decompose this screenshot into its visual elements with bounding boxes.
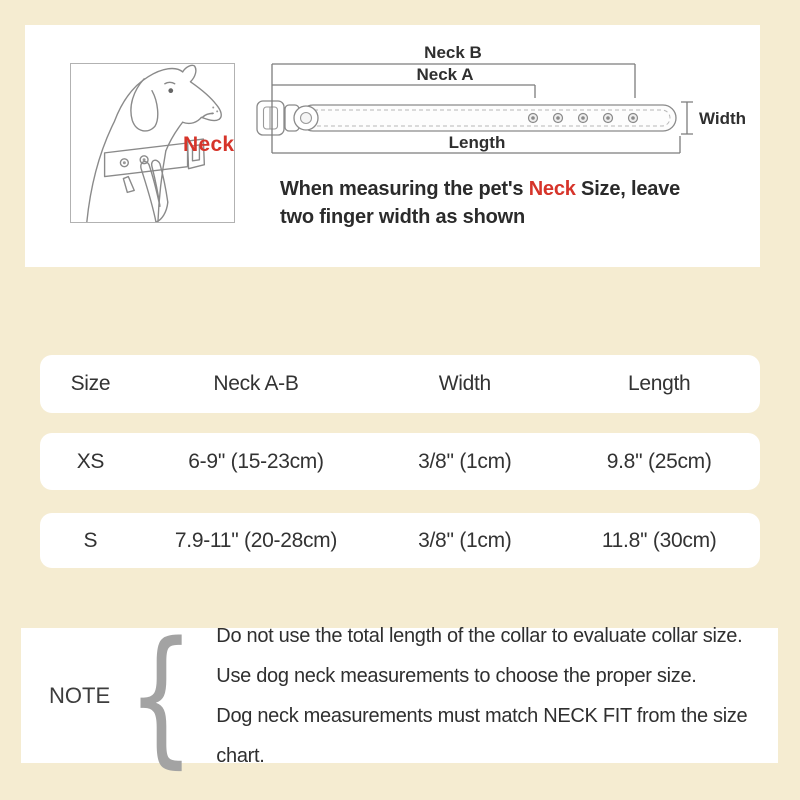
header-width: Width xyxy=(438,372,491,395)
measuring-instructions-line1 xyxy=(280,175,740,203)
neck-b-label: Neck B xyxy=(424,43,482,62)
neck-callout-label: Neck xyxy=(183,133,235,156)
cell-neck: 7.9-11'' (20-28cm) xyxy=(174,528,338,552)
table-row xyxy=(40,513,760,568)
collar-measurement-diagram xyxy=(255,43,755,165)
measuring-instructions-line2: two finger width as shown xyxy=(280,206,526,228)
width-label: Width xyxy=(699,109,747,128)
note-line: Do not use the total length of the collar to evaluate collar size. xyxy=(216,624,743,647)
table-row xyxy=(40,433,760,490)
caption-neck-highlight: Neck xyxy=(528,178,576,200)
cell-length: 9.8'' (25cm) xyxy=(606,449,712,473)
neck-a-label: Neck A xyxy=(416,65,474,84)
length-label: Length xyxy=(448,133,506,152)
collar-buckle xyxy=(257,101,318,135)
note-panel xyxy=(21,609,778,782)
cell-size: S xyxy=(83,528,98,552)
cell-width: 3/8'' (1cm) xyxy=(418,449,512,473)
curly-brace-icon: { xyxy=(127,609,196,782)
caption-text: Size, leave xyxy=(575,178,681,200)
header-size: Size xyxy=(70,372,111,395)
header-neck: Neck A-B xyxy=(213,372,299,395)
measuring-instructions xyxy=(280,175,740,231)
cell-width: 3/8'' (1cm) xyxy=(418,528,512,552)
cell-length: 11.8'' (30cm) xyxy=(601,528,717,552)
note-line: Dog neck measurements must match NECK FIT from the size chart. xyxy=(216,704,748,767)
note-line: Use dog neck measurements to choose the proper size. xyxy=(216,664,697,687)
size-table-header xyxy=(40,355,760,413)
note-lines xyxy=(216,616,778,776)
caption-text: When measuring the pet's xyxy=(280,178,529,200)
cell-neck: 6-9'' (15-23cm) xyxy=(188,449,324,473)
measuring-guide-panel xyxy=(25,25,760,267)
cell-size: XS xyxy=(76,449,105,473)
header-length: Length xyxy=(627,372,691,395)
note-label: NOTE xyxy=(49,682,111,708)
